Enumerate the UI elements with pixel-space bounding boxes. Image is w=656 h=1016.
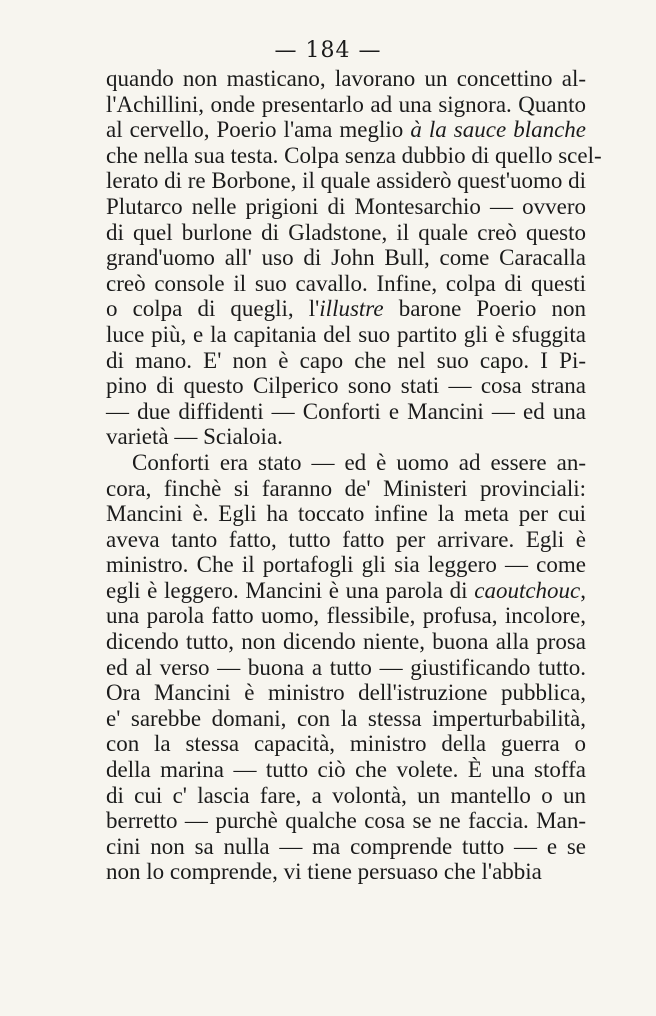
text-line: di cui c' lascia fare, a volontà, un mantello o un [106,782,586,808]
text-line: luce più, e la capitania del suo partito gli è sfuggita [106,321,586,347]
text-line: Mancini è. Egli ha toccato infine la meta per cui [106,501,586,527]
text-line: grand'uomo all' uso di John Bull, come Caracalla [106,245,586,271]
text-line: varietà — Scialoia. [106,424,283,450]
text-line: o colpa di quegli, l'illustre barone Poerio non [106,296,586,322]
text-line: berretto — purchè qualche cosa se ne faccia. Man- [106,808,586,834]
body-text [106,66,602,885]
text-line: cini non sa nulla — ma comprende tutto — e se [106,833,586,859]
text-line: ed al verso — buona a tutto — giustificando tutto. [106,654,586,680]
text-line: con la stessa capacità, ministro della guerra o [106,731,586,757]
text-line: e' sarebbe domani, con la stessa imperturbabilità, [106,705,586,731]
paragraph [106,450,586,885]
text-line: Plutarco nelle prigioni di Montesarchio — ovvero [106,193,586,219]
page-number: — 184 — [274,38,382,63]
text-line: pino di questo Cilperico sono stati — cosa strana [106,373,586,399]
text-line: di mano. E' non è capo che nel suo capo. I Pi- [106,347,586,373]
text-line: Ora Mancini è ministro dell'istruzione pubblica, [106,680,586,706]
text-line: dicendo tutto, non dicendo niente, buona alla prosa [106,629,586,655]
text-line: che nella sua testa. Colpa senza dubbio di quello scel- [106,142,602,168]
italic-phrase: illustre [319,296,384,322]
text-line: Conforti era stato — ed è uomo ad essere an- [132,449,586,475]
text-line: lerato di re Borbone, il quale assiderò quest'uomo di [106,168,587,194]
text-line: quando non masticano, lavorano un concettino al- [106,66,586,91]
text-line: — due diffidenti — Conforti e Mancini — ed una [106,398,586,424]
text-line: cora, finchè si faranno de' Ministeri provinciali: [106,475,586,501]
text-line: ministro. Che il portafogli gli sia leggero — come [106,552,586,578]
text-line: aveva tanto fatto, tutto fatto per arrivare. Egli è [106,526,586,552]
text-line: creò console il suo cavallo. Infine, colpa di questi [106,270,586,296]
text-line: l'Achillini, onde presentarlo ad una signora. Quanto [106,91,586,117]
italic-phrase: à la sauce blanche [410,117,586,143]
text-line: egli è leggero. Mancini è una parola di caoutchouc, [106,577,586,603]
text-line: una parola fatto uomo, flessibile, profusa, incolore, [106,603,586,629]
text-line: di quel burlone di Gladstone, il quale creò questo [106,219,586,245]
text-line: non lo comprende, vi tiene persuaso che l'abbia [106,859,542,885]
text-line: della marina — tutto ciò che volete. È una stoffa [106,757,586,783]
paragraph [106,66,602,450]
text-line: al cervello, Poerio l'ama meglio à la sauce blanche [106,117,586,143]
italic-phrase: caoutchouc [474,577,581,603]
